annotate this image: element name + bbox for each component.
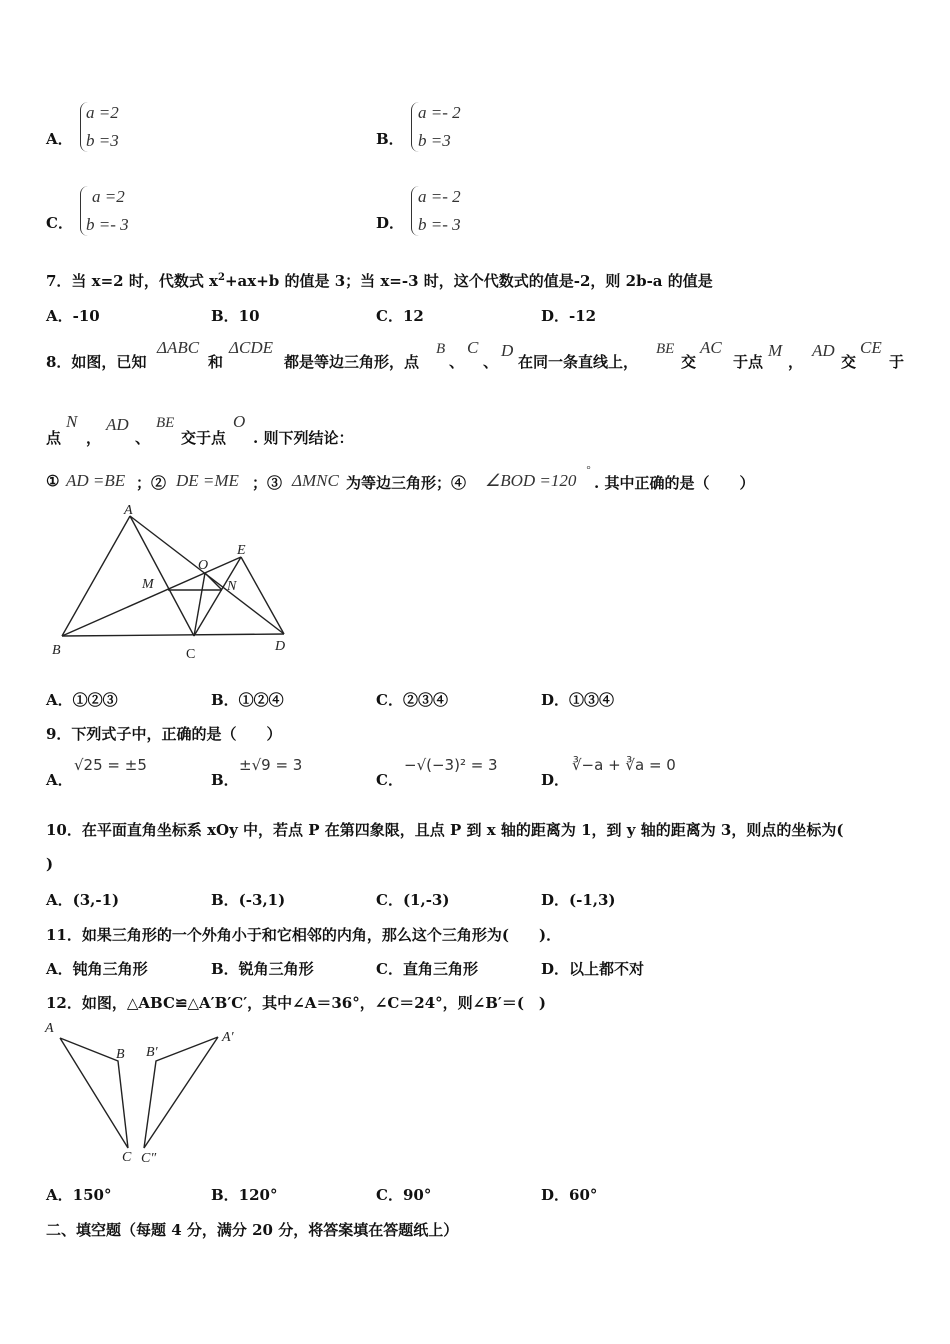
system-row: a =2 bbox=[86, 103, 119, 122]
q8-text: ， bbox=[86, 429, 102, 447]
math-term: ΔMNC bbox=[292, 471, 339, 490]
q8-text: 于点 bbox=[733, 353, 764, 371]
math-term: ° bbox=[586, 464, 591, 476]
q8-text: . 其中正确的是（ ） bbox=[594, 474, 755, 492]
system-row: a =2 bbox=[92, 187, 125, 206]
label-e: E bbox=[237, 543, 246, 558]
option-c: C．12 bbox=[376, 307, 424, 325]
system-row: a =- 2 bbox=[418, 103, 461, 122]
option-b: B．锐角三角形 bbox=[211, 960, 314, 978]
q8-text: 和 bbox=[208, 353, 224, 371]
math-term: CE bbox=[860, 338, 882, 357]
q8-text: 在同一条直线上， bbox=[518, 353, 639, 371]
system-row: b =- 3 bbox=[86, 215, 129, 234]
math-term: ΔABC bbox=[157, 338, 200, 357]
system-row: b =- 3 bbox=[418, 215, 461, 234]
q8-text: . 则下列结论： bbox=[253, 429, 354, 447]
math-expression: −√(−3)² = 3 bbox=[404, 756, 498, 774]
q8-text: ；③ bbox=[252, 474, 283, 492]
math-term: N bbox=[66, 412, 78, 431]
option-b: B．①②④ bbox=[211, 691, 284, 709]
q7-text: 7．当 x=2 时，代数式 x bbox=[46, 272, 218, 290]
q8-text: 8．如图，已知 bbox=[46, 353, 147, 371]
math-term: B bbox=[436, 341, 446, 357]
option-c: C．(1,-3) bbox=[376, 891, 450, 909]
q8-text: 于 bbox=[889, 353, 905, 371]
segment-be bbox=[62, 557, 241, 636]
q8-text: 、 bbox=[449, 353, 465, 371]
math-term: O bbox=[233, 412, 246, 431]
math-term: ∠BOD =120 bbox=[485, 471, 577, 490]
q8-text: 点 bbox=[46, 429, 62, 447]
label-a-prime: A′ bbox=[222, 1030, 234, 1045]
option-label: B． bbox=[376, 130, 404, 148]
math-term: D bbox=[501, 341, 514, 360]
math-term: BE bbox=[656, 341, 675, 357]
segment-ac bbox=[130, 516, 194, 636]
math-term: BE bbox=[156, 415, 175, 431]
q12-congruent-triangles-figure bbox=[40, 1018, 250, 1168]
label-a: A bbox=[124, 503, 133, 518]
option-c: C．90° bbox=[376, 1186, 432, 1204]
label-b: B bbox=[116, 1047, 125, 1062]
section-heading: 二、填空题（每题 4 分，满分 20 分，将答案填在答题纸上） bbox=[46, 1221, 459, 1239]
label-n: N bbox=[227, 579, 237, 594]
option-d: D．以上都不对 bbox=[541, 960, 645, 978]
label-b-prime: B′ bbox=[146, 1045, 158, 1060]
label-b: B bbox=[52, 643, 61, 658]
label-c: C bbox=[186, 647, 196, 662]
superscript: 2 bbox=[218, 272, 225, 283]
math-expression: ∛−a + ∛a = 0 bbox=[572, 756, 676, 774]
question-12: 12．如图，△ABC≌△A′B′C′，其中∠A＝36°，∠C＝24°，则∠B′＝( ) bbox=[46, 994, 547, 1012]
question-10-line1: 10．在平面直角坐标系 xOy 中，若点 P 在第四象限，且点 P 到 x 轴的距离为 1，到 y 轴的距离为 3，则点的坐标为( bbox=[46, 821, 844, 839]
option-label: A． bbox=[46, 130, 73, 148]
q8-text: 、 bbox=[483, 353, 499, 371]
segment-ab bbox=[62, 516, 130, 636]
option-label: A． bbox=[46, 771, 73, 789]
q8-text: 、 bbox=[135, 429, 151, 447]
option-c: C．直角三角形 bbox=[376, 960, 478, 978]
segment-ed bbox=[241, 557, 284, 634]
question-7 bbox=[46, 270, 713, 291]
option-a: A．①②③ bbox=[46, 691, 118, 709]
q8-text: ① bbox=[46, 472, 60, 490]
math-term: AC bbox=[700, 338, 722, 357]
option-a: A．150° bbox=[46, 1186, 112, 1204]
option-b: B．10 bbox=[211, 307, 260, 325]
option-d: D．①③④ bbox=[541, 691, 615, 709]
option-a: A．(3,-1) bbox=[46, 891, 120, 909]
math-term: AD bbox=[812, 341, 835, 360]
option-a: A．-10 bbox=[46, 307, 100, 325]
option-label: B． bbox=[211, 771, 239, 789]
label-o: O bbox=[198, 558, 209, 573]
label-d: D bbox=[275, 639, 286, 654]
option-label: C． bbox=[376, 771, 403, 789]
label-a: A bbox=[45, 1021, 54, 1036]
question-9: 9．下列式子中，正确的是（ ） bbox=[46, 725, 282, 743]
option-label: D． bbox=[376, 214, 405, 232]
q8-text: 交 bbox=[841, 353, 857, 371]
label-c: C bbox=[122, 1150, 132, 1165]
q8-text: ；② bbox=[136, 474, 167, 492]
math-expression: ±√9 = 3 bbox=[239, 756, 303, 774]
option-d: D．(-1,3) bbox=[541, 891, 616, 909]
option-label: D． bbox=[541, 771, 570, 789]
segment-bd bbox=[62, 634, 284, 636]
math-term: AD =BE bbox=[66, 471, 126, 490]
option-b: B．120° bbox=[211, 1186, 278, 1204]
math-term: M bbox=[768, 341, 783, 360]
option-a: A．钝角三角形 bbox=[46, 960, 148, 978]
math-expression: √25 = ±5 bbox=[74, 756, 147, 774]
math-term: C bbox=[467, 338, 479, 357]
question-10-line2: ) bbox=[46, 855, 54, 873]
option-d: D．-12 bbox=[541, 307, 597, 325]
label-m: M bbox=[142, 577, 154, 592]
system-row: a =- 2 bbox=[418, 187, 461, 206]
option-c: C．②③④ bbox=[376, 691, 448, 709]
math-term: AD bbox=[106, 415, 129, 434]
label-c-prime: C″ bbox=[141, 1151, 157, 1166]
q7-text: +ax+b 的值是 3；当 x=-3 时，这个代数式的值是-2，则 2b-a 的值是 bbox=[224, 272, 713, 290]
segment-on bbox=[205, 573, 222, 590]
option-label: C． bbox=[46, 214, 73, 232]
q8-text: 为等边三角形；④ bbox=[346, 474, 467, 492]
option-d: D．60° bbox=[541, 1186, 598, 1204]
q8-text: 交于点 bbox=[181, 429, 227, 447]
q8-text: 都是等边三角形，点 bbox=[284, 353, 420, 371]
system-row: b =3 bbox=[86, 131, 119, 150]
q8-text: ， bbox=[788, 353, 804, 371]
system-row: b =3 bbox=[418, 131, 451, 150]
math-term: ΔCDE bbox=[229, 338, 273, 357]
q8-triangle-figure bbox=[44, 500, 304, 665]
q8-text: 交 bbox=[681, 353, 697, 371]
option-b: B．(-3,1) bbox=[211, 891, 286, 909]
question-11: 11．如果三角形的一个外角小于和它相邻的内角，那么这个三角形为( )． bbox=[46, 926, 562, 944]
math-term: DE =ME bbox=[176, 471, 239, 490]
